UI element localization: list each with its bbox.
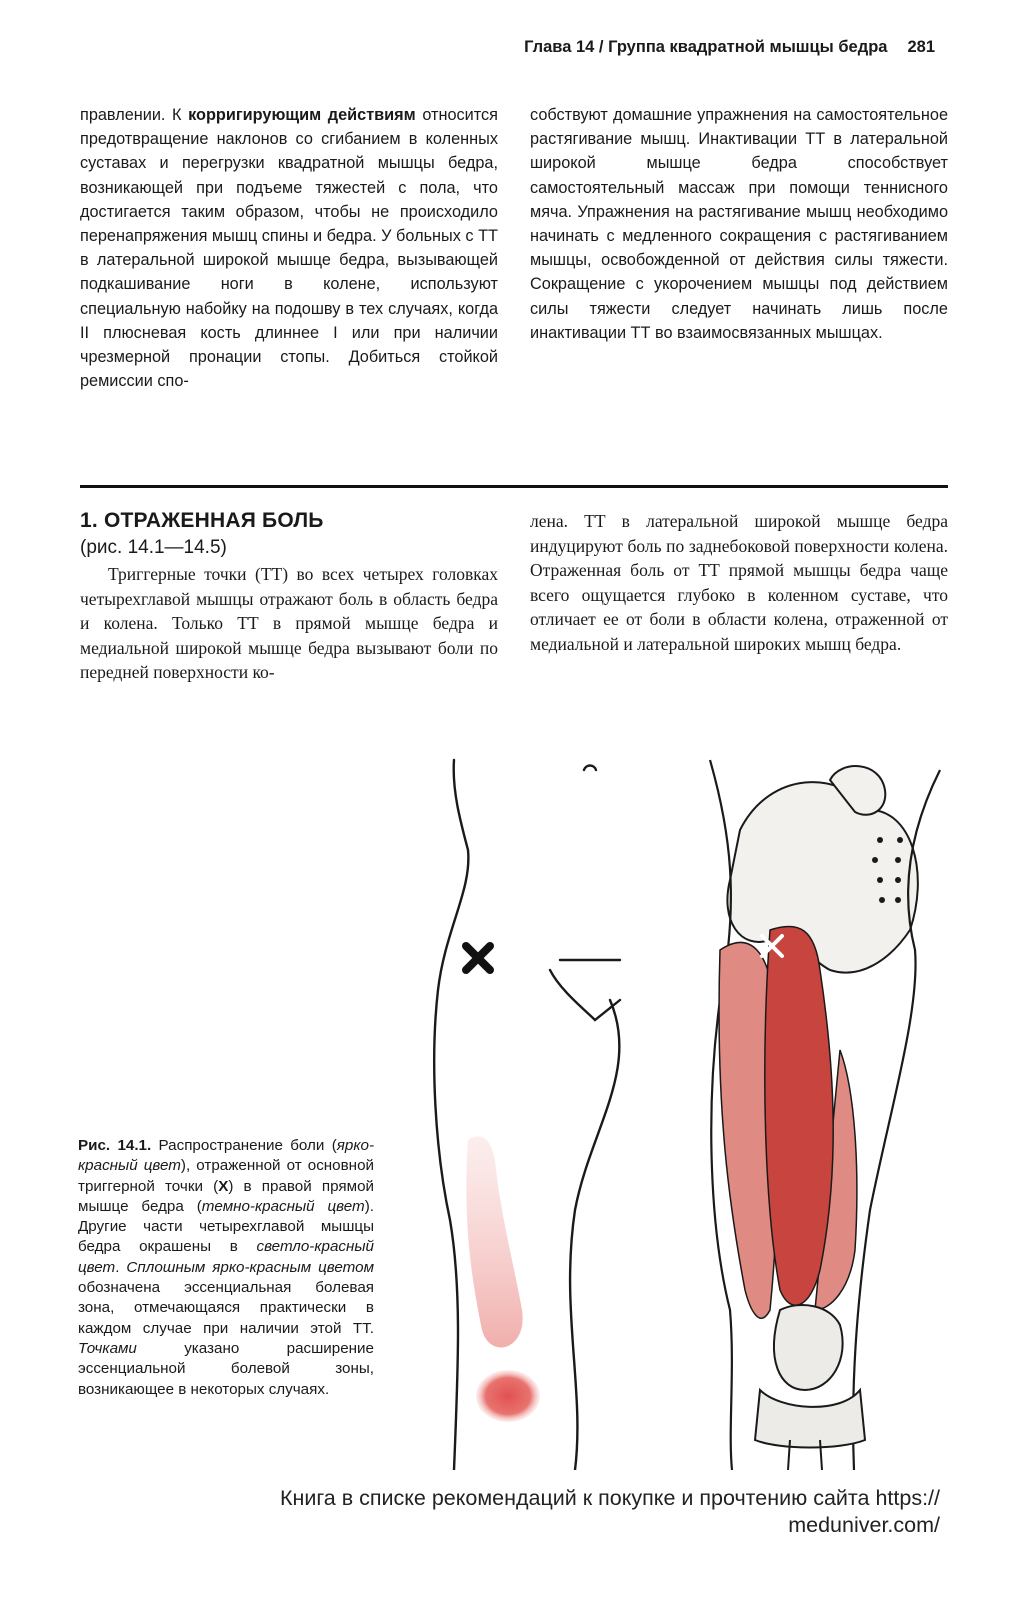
paragraph: Триггерные точки (ТТ) во всех четырех головках четырехглавой мышцы отражают боль в область бедра и колена. Только ТТ в прямой мышце бедра и медиальной широкой мышце бедра вызывают боли по передней поверхности ко- bbox=[80, 564, 498, 683]
text-column-bottom-left bbox=[80, 562, 498, 685]
text-run: указано расширение эссенциальной болевой зоны, возникающее в некоторых случаях. bbox=[78, 1339, 374, 1398]
text-run: относится предотвращение наклонов со сгибанием в коленных суставах и перегрузки квадратной мышцы бедра, возникающей при подъеме тяжестей с пола, что достигается таким образом, чтобы не происходило перенапряжения мышц спины и бедра. У больных с ТТ в латеральной широкой мышце бедра, вызывающей подкашивание ноги в колене, используют специальную набойку на подошву в тех случаях, когда II плюсневая кость длиннее I или при наличии чрезмерной пронации стопы. Добиться стойкой ремиссии спо- bbox=[80, 106, 498, 391]
text-column-bottom-right bbox=[530, 509, 948, 657]
footer-line-1: Книга в списке рекомендаций к покупке и прочтению сайта https:// bbox=[280, 1486, 940, 1510]
footer-note bbox=[140, 1485, 940, 1539]
italic-run: светло-красный цвет bbox=[78, 1238, 374, 1276]
caption-label: Рис. 14.1. bbox=[78, 1137, 152, 1154]
text-column-top-left bbox=[80, 103, 498, 393]
page-number: 281 bbox=[907, 38, 935, 56]
running-header bbox=[524, 38, 935, 57]
chapter-title: Глава 14 / Группа квадратной мышцы бедра bbox=[524, 38, 888, 56]
pain-spillover-dots bbox=[466, 1136, 522, 1347]
trigger-point-mark bbox=[466, 946, 490, 970]
rectus-femoris-muscle bbox=[765, 926, 833, 1305]
paragraph: лена. ТТ в латеральной широкой мышце бедра индуцируют боль по заднебоковой поверхности колена. Отраженная боль от ТТ прямой мышцы бедра чаще всего ощущается глубоко в коленном суставе, что отличает ее от боли в области колена, отраженной от медиальной и латеральной широких мышц бедра. bbox=[530, 511, 948, 654]
anatomy-figure bbox=[410, 750, 970, 1470]
italic-run: Точками bbox=[78, 1339, 137, 1357]
italic-run: Сплошным ярко-красным цветом bbox=[126, 1258, 374, 1276]
text-run: . bbox=[115, 1258, 127, 1276]
knee-joint bbox=[755, 1305, 865, 1470]
bold-run: X bbox=[218, 1177, 229, 1195]
section-divider bbox=[80, 485, 948, 488]
body-outline bbox=[434, 760, 620, 1470]
text-column-top-right bbox=[530, 103, 948, 345]
figure-caption bbox=[78, 1136, 374, 1400]
section-figure-reference: (рис. 14.1—14.5) bbox=[80, 537, 227, 558]
text-run: Распространение боли ( bbox=[151, 1137, 337, 1154]
italic-run: темно-красный цвет bbox=[201, 1197, 365, 1215]
anatomy-illustration bbox=[410, 750, 970, 1470]
footer-line-2: meduniver.com/ bbox=[788, 1513, 940, 1537]
text-run: ), отраженной от основной триггерной точки ( bbox=[78, 1157, 375, 1195]
pelvis-bone bbox=[727, 766, 917, 973]
paragraph bbox=[80, 103, 498, 393]
text-run: обозначена эссенциальная болевая зона, отмечающаяся практически в каждом случае при наличии этой ТТ. bbox=[78, 1279, 374, 1337]
italic-run: ярко-красный цвет bbox=[78, 1137, 375, 1175]
paragraph: собствуют домашние упражнения на самостоятельное растягивание мышц. Инактивации ТТ в латеральной широкой мышце бедра способствует самостоятельный массаж при помощи теннисного мяча. Упражнения на растягивание мышц необходимо начинать с медленного сокращения с растягиванием мышцы, освобожденной от действия силы тяжести. Сокращение с укорочением мышцы под действием силы тяжести следует начинать лишь после инактивации ТТ во взаимосвязанных мышцах. bbox=[530, 106, 948, 342]
text-run: ). Другие части четырехглавой мышцы бедра окрашены в bbox=[78, 1197, 374, 1256]
bold-term: корригирующим действиям bbox=[188, 106, 416, 124]
text-run: правлении. К bbox=[80, 106, 189, 124]
section-title: 1. ОТРАЖЕННАЯ БОЛЬ bbox=[80, 509, 324, 532]
caption-text bbox=[78, 1136, 374, 1400]
essential-pain-zone bbox=[476, 1370, 540, 1422]
text-run: ) в правой прямой мышце бедра ( bbox=[78, 1177, 375, 1215]
